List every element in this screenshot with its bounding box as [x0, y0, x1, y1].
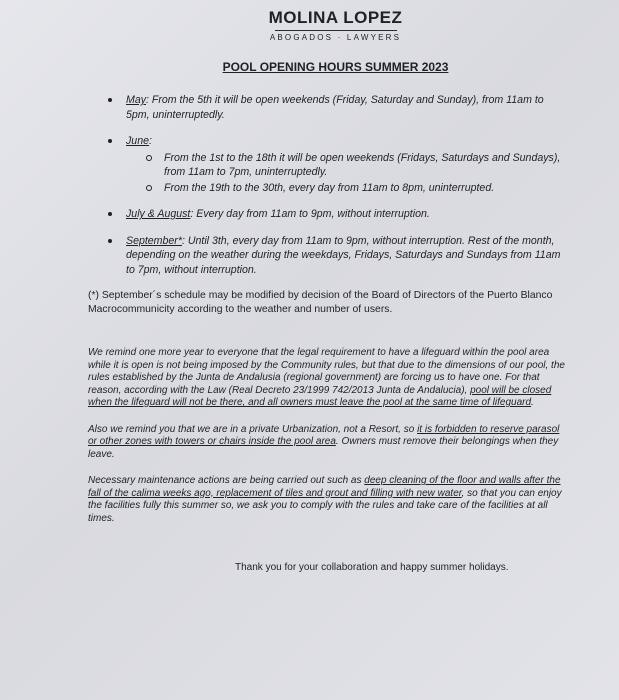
schedule-text-july-august: : Every day from 11am to 9pm, without interruption.	[190, 208, 430, 220]
firm-name: MOLINA LOPEZ	[268, 8, 403, 27]
schedule-list	[70, 93, 567, 277]
schedule-item-may	[70, 93, 567, 122]
june-subitem: From the 1st to the 18th it will be open weekends (Fridays, Saturdays and Sundays), from 11am to 7pm, uninterruptedly.	[126, 151, 567, 180]
month-label-july-august: July & August	[126, 208, 191, 220]
schedule-text-may: : From the 5th it will be open weekends (Friday, Saturday and Sunday), from 11am to 5pm, uninterruptedly.	[126, 94, 544, 121]
june-colon: :	[148, 135, 152, 147]
month-label-september: September*	[126, 234, 182, 247]
urbanization-end: . Owners must remove their belongings when they leave.	[88, 436, 559, 460]
firm-subtitle: ABOGADOS · LAWYERS	[269, 33, 402, 42]
document-title: POOL OPENING HOURS SUMMER 2023	[222, 60, 449, 74]
schedule-text-september: : Until 3th, every day from 11am to 9pm, without interruption. Rest of the month, depending on the weather during the weekdays, Fridays, Saturdays and Sundays from 11am to 7pm, without interruption.	[126, 234, 561, 276]
closing-line: Thank you for your collaboration and happy summer holidays.	[235, 562, 509, 573]
maintenance-end: , so that you can enjoy the facilities fully this summer so, we ask you to comply with the rules and take care of the facilities at all times.	[88, 487, 562, 524]
maintenance-text: Necessary maintenance actions are being carried out such as	[88, 475, 365, 486]
lifeguard-underlined: pool will be closed when the lifeguard will not be there, and all owners must leave the pool at the same time of lifeguard	[88, 384, 552, 408]
lifeguard-text: We remind one more year to everyone that the legal requirement to have a lifeguard within the pool area while it is open is not being imposed by the Community rules, but that due to the dimensions of our pool, the rules established by the Junta de Andalusia (regional government) are forcing us to have one. For that reason, according with the Law (Real Decreto 23/1999 742/2013 Junta de Andalucia),	[88, 347, 565, 396]
schedule-item-september	[70, 234, 567, 278]
urbanization-underlined: it is forbidden to reserve parasol or other zones with towers or chairs inside the pool area	[88, 423, 560, 447]
schedule-item-june	[70, 134, 567, 195]
month-label-may: May	[126, 94, 147, 106]
september-note: (*) September´s schedule may be modified by decision of the Board of Directors of the Puerto Blanco Macrocommunicity according to the weather and number of users.	[88, 290, 553, 315]
june-sublist	[126, 151, 567, 196]
urbanization-text: Also we remind you that we are in a private Urbanization, not a Resort, so	[88, 423, 418, 435]
maintenance-paragraph	[88, 475, 567, 525]
month-label-june: June	[126, 135, 149, 147]
lifeguard-end: .	[531, 397, 534, 408]
june-subitem: From the 19th to the 30th, every day from 11am to 8pm, uninterrupted.	[126, 181, 567, 196]
lifeguard-paragraph	[88, 347, 567, 410]
schedule-item-july-august	[70, 207, 567, 222]
maintenance-underlined: deep cleaning of the floor and walls after the fall of the calima weeks ago, replacement of tiles and grout and filling with new water	[88, 475, 561, 499]
urbanization-paragraph	[88, 424, 567, 462]
logo-divider	[275, 30, 397, 31]
letterhead-logo	[104, 8, 567, 43]
